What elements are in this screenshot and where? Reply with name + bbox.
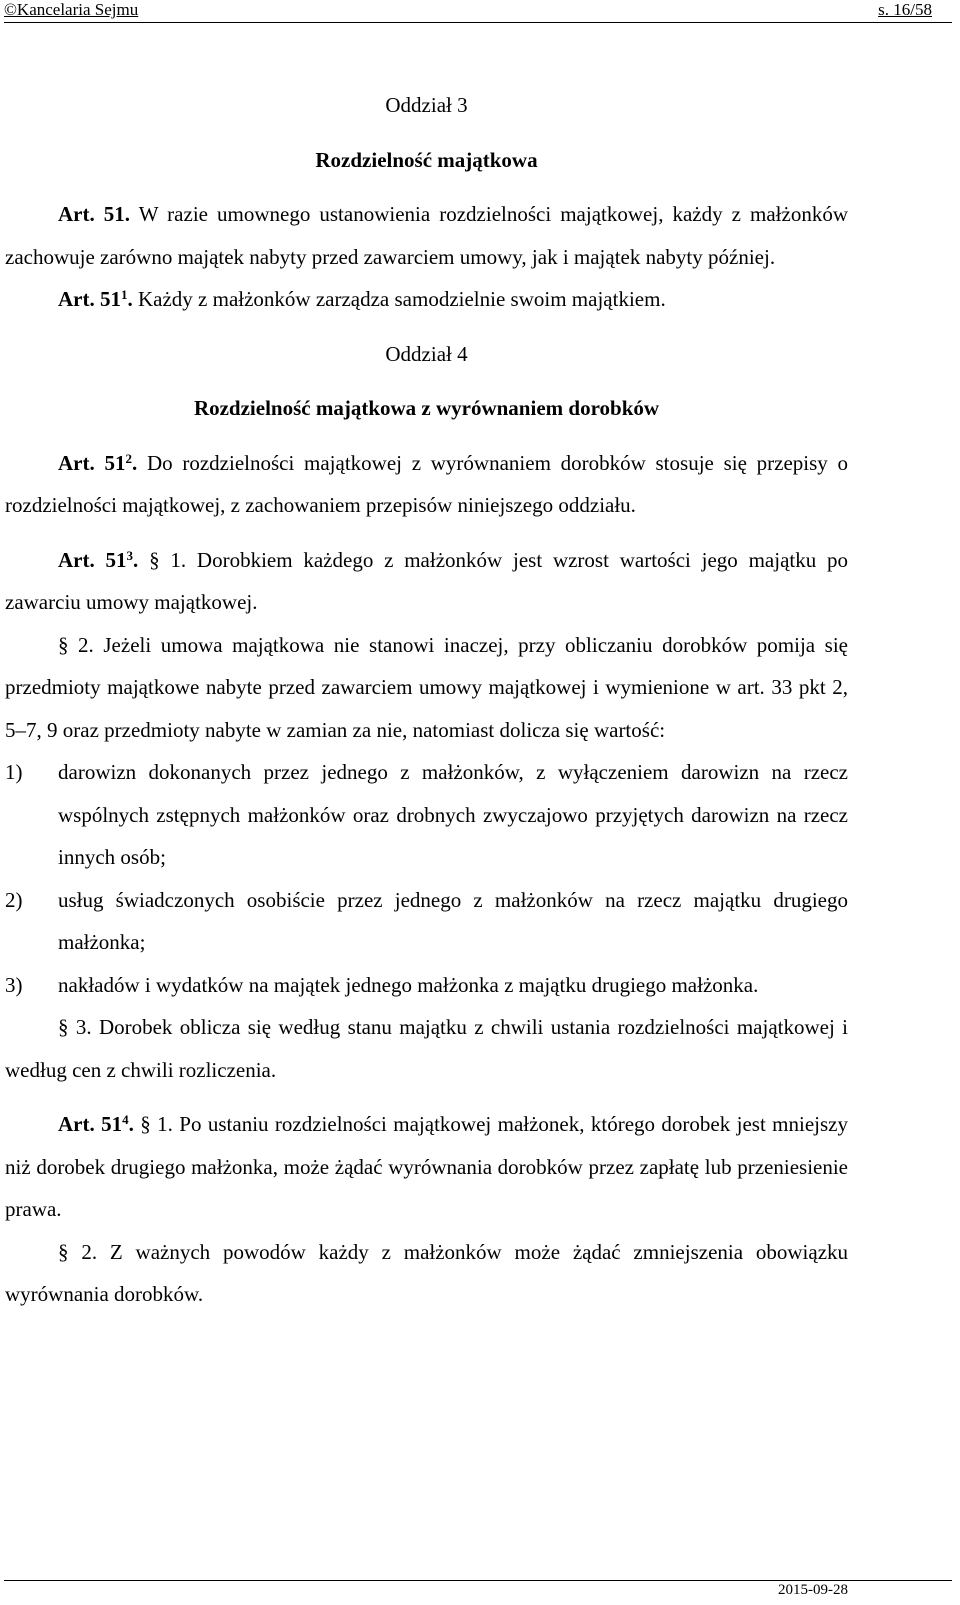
article-label: Art. $51^3$. [58, 547, 139, 572]
item-text: nakładów i wydatków na majątek jednego małżonka z majątku drugiego małżonka. [58, 972, 759, 997]
article-label: Art. $51^4$. [58, 1112, 134, 1136]
article-51 [5, 193, 848, 278]
division-title: Rozdzielność majątkowa z wyrównaniem dorobków [193, 396, 660, 420]
article-51-3 [5, 539, 848, 624]
article-text: Do rozdzielności majątkowej z wyrównaniem dorobków stosuje się przepisy o rozdzielności majątkowej, z zachowaniem przepisów niniejszego oddziału. [5, 450, 849, 517]
list-item [5, 879, 848, 964]
paragraph-number: § 1. [140, 1112, 173, 1136]
paragraph-text: Jeżeli umowa majątkowa nie stanowi inaczej, przy obliczaniu dorobków pomija się przedmioty majątkowe nabyte przed zawarciem umowy majątkowej i wymienione w art. 33 pkt 2, 5–7, 9 oraz przedmioty nabyte w zamian za nie, natomiast dolicza się wartość: [5, 632, 849, 742]
division-heading: Oddział 4 [385, 341, 468, 366]
item-number: 1) [5, 760, 23, 784]
article-51-3-par-3 [5, 1006, 848, 1091]
item-text: darowizn dokonanych przez jednego z małżonków, z wyłączeniem darowizn na rzecz wspólnych zstępnych małżonków oraz drobnych zwyczajowo przyjętych darowizn na rzecz innych osób; [58, 760, 848, 869]
document-body [5, 84, 848, 1316]
article-51-3-par-2 [5, 624, 848, 752]
paragraph-number: § 1. [149, 547, 187, 572]
page-footer [0, 1580, 960, 1605]
paragraph-text: Dorobek oblicza się według stanu majątku z chwili ustania rozdzielności majątkowej i według cen z chwili rozliczenia. [5, 1015, 848, 1082]
item-text: usług świadczonych osobiście przez jednego z małżonków na rzecz majątku drugiego małżonka; [58, 887, 848, 954]
item-number: 3) [5, 972, 23, 997]
page-number: s. 16/58 [878, 0, 932, 19]
paragraph-number: § 3. [58, 1015, 92, 1039]
paragraph-text: Z ważnych powodów każdy z małżonków może żądać zmniejszenia obowiązku wyrównania dorobków. [5, 1239, 849, 1306]
article-51-1 [5, 278, 848, 321]
article-51-2 [5, 442, 848, 527]
paragraph-text: Dorobkiem każdego z małżonków jest wzrost wartości jego majątku po zawarciu umowy majątkowej. [5, 547, 849, 614]
paragraph-text: Po ustaniu rozdzielności majątkowej małżonek, którego dorobek jest mniejszy niż dorobek drugiego małżonka, może żądać wyrównania dorobków przez zapłatę lub przeniesienie prawa. [5, 1112, 848, 1221]
footer-divider [4, 1580, 952, 1581]
division-title: Rozdzielność majątkowa [315, 147, 538, 172]
footer-date: 2015-09-28 [778, 1582, 848, 1598]
article-51-4 [5, 1103, 848, 1231]
article-label: Art. $51^2$. [58, 450, 138, 475]
source-label: ©Kancelaria Sejmu [4, 0, 139, 19]
item-number: 2) [5, 887, 23, 912]
article-label: Art. 51. [58, 202, 131, 226]
list-item [5, 964, 848, 1007]
article-text: W razie umownego ustanowienia rozdzielności majątkowej, każdy z małżonków zachowuje zarówno majątek nabyty przed zawarciem umowy, jak i majątek nabyty później. [5, 202, 849, 269]
division-heading: Oddział 3 [385, 93, 468, 117]
article-label: Art. $51^1$. [58, 287, 133, 311]
list-item [5, 751, 848, 879]
article-51-4-par-2 [5, 1231, 848, 1316]
paragraph-number: § 2. [58, 1239, 98, 1264]
article-text: Każdy z małżonków zarządza samodzielnie swoim majątkiem. [137, 287, 666, 311]
header-divider [4, 22, 952, 23]
page-header [0, 0, 960, 22]
paragraph-number: § 2. [58, 632, 94, 657]
enumerated-list [5, 751, 848, 1006]
